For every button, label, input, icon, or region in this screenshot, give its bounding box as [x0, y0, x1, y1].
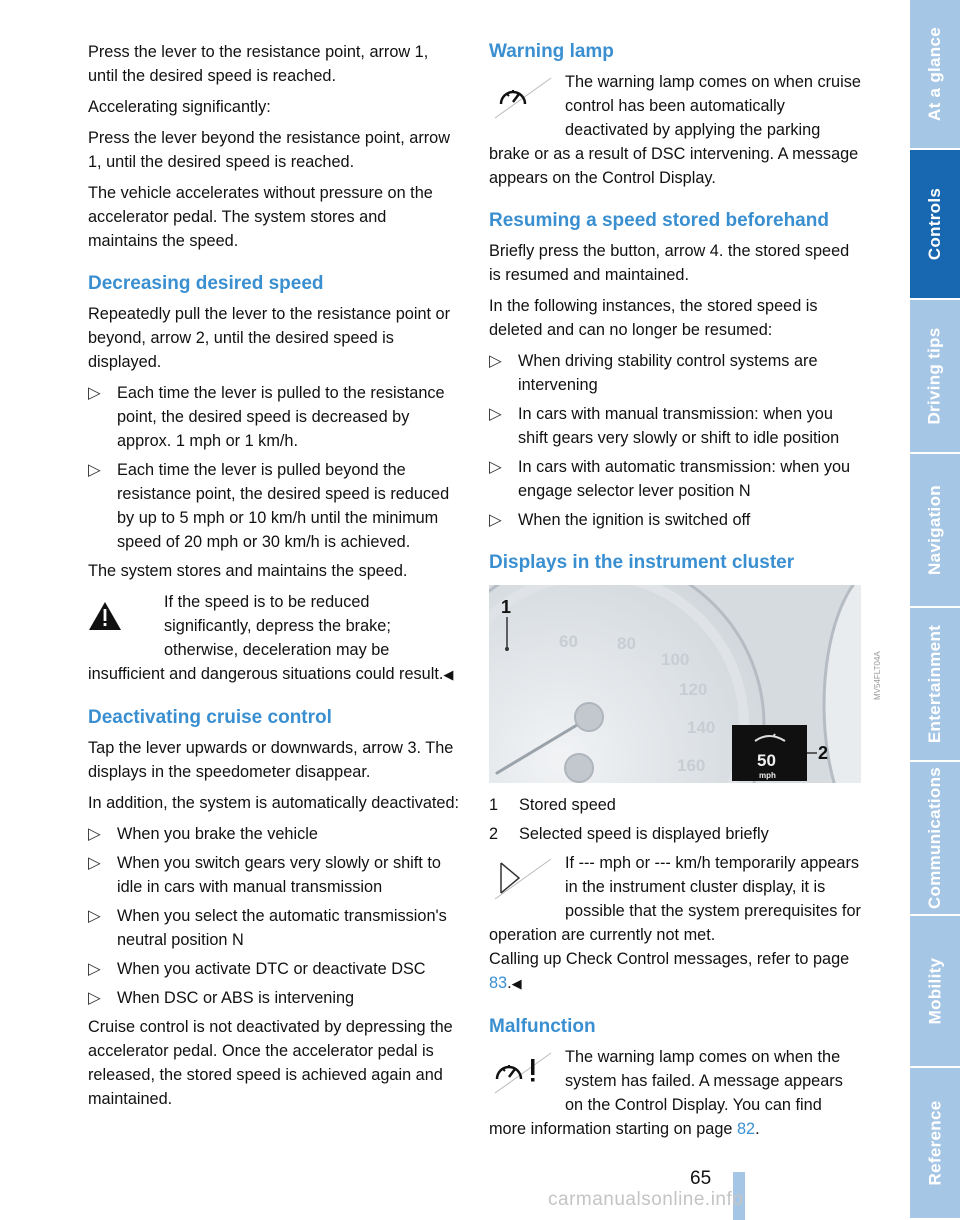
warning-lamp-note [489, 70, 861, 190]
watermark: carmanualsonline.info [548, 1189, 744, 1210]
instrument-cluster-figure [489, 585, 861, 783]
tab-mobility[interactable]: Mobility [910, 916, 960, 1068]
info-note: If --- mph or --- km/h temporarily appears in the instrument cluster display, it is possible that the system prerequisites for operation are currently not met. Calling up Check Control messages, refer to page 83.◀ [489, 854, 861, 992]
section-heading-malfunction: Malfunction [489, 1016, 596, 1037]
list-item: ▷ When you select the automatic transmission's neutral position N [88, 904, 460, 952]
triangle-bullet-icon: ▷ [489, 405, 502, 423]
paragraph: Briefly press the button, arrow 4. the stored speed is resumed and maintained. [489, 242, 850, 284]
section-heading-decreasing: Decreasing desired speed [88, 273, 324, 294]
list-item: ▷ When DSC or ABS is intervening [88, 986, 460, 1010]
triangle-bullet-icon: ▷ [88, 384, 101, 402]
left-column [88, 40, 460, 1118]
dial-label: 60 [559, 632, 578, 651]
tab-at-a-glance[interactable]: At a glance [910, 0, 960, 150]
paragraph: The system stores and maintains the speed. [88, 562, 408, 580]
page-number: 65 [690, 1168, 712, 1189]
triangle-bullet-icon: ▷ [489, 511, 502, 529]
display-speed-value: 50 [757, 751, 776, 770]
paragraph: Cruise control is not deactivated by depressing the accelerator pedal. Once the accelerator pedal is released, the stored speed is achieved again and maintained. [88, 1018, 453, 1108]
section-heading-resuming: Resuming a speed stored beforehand [489, 210, 829, 231]
cruise-control-lamp-icon [489, 74, 555, 122]
tab-controls[interactable]: Controls [910, 150, 960, 300]
display-speed-unit: mph [759, 771, 776, 780]
right-column [489, 40, 861, 1149]
info-arrow-icon [489, 855, 555, 903]
page-link-83[interactable]: 83 [489, 974, 508, 992]
paragraph: The vehicle accelerates without pressure on the accelerator pedal. The system stores and maintains the speed. [88, 184, 433, 250]
tab-communications[interactable]: Communications [910, 762, 960, 916]
bullet-list [489, 349, 861, 532]
instrument-cluster-illustration [489, 585, 861, 783]
paragraph: Accelerating significantly: [88, 98, 271, 116]
end-mark-icon: ◀ [511, 976, 522, 991]
list-item: ▷ When the ignition is switched off [489, 508, 861, 532]
cruise-control-malfunction-icon [489, 1049, 555, 1097]
warning-triangle-icon [88, 594, 142, 642]
warning-note-text: If the speed is to be reduced significantly, depress the brake; otherwise, deceleration may be insufficient and dangerous situations could result. [88, 593, 444, 683]
list-item: 2 Selected speed is displayed briefly [489, 825, 769, 843]
paragraph: Press the lever beyond the resistance point, arrow 1, until the desired speed is reached. [88, 129, 450, 171]
paragraph: In addition, the system is automatically deactivated: [88, 794, 460, 812]
list-item: ▷ When you switch gears very slowly or shift to idle in cars with manual transmission [88, 851, 460, 899]
triangle-bullet-icon: ▷ [489, 352, 502, 370]
section-heading-deactivating: Deactivating cruise control [88, 707, 332, 728]
list-item: ▷ When driving stability control systems are intervening [489, 349, 861, 397]
section-heading-warning-lamp: Warning lamp [489, 41, 614, 62]
info-note-text: If --- mph or --- km/h temporarily appears in the instrument cluster display, it is possible that the system prerequisites for operation are currently not met. [489, 854, 861, 944]
dial-label: 100 [661, 650, 690, 669]
list-item: ▷ Each time the lever is pulled to the resistance point, the desired speed is decreased by approx. 1 mph or 1 km/h. [88, 381, 460, 453]
triangle-bullet-icon: ▷ [88, 854, 101, 872]
end-mark-icon: ◀ [443, 667, 454, 682]
list-item: ▷ In cars with manual transmission: when you shift gears very slowly or shift to idle position [489, 402, 861, 450]
dial-label: 160 [677, 756, 706, 775]
figure-callout-1: 1 [501, 597, 512, 617]
info-note-text-2: Calling up Check Control messages, refer to page [489, 950, 850, 968]
figure-callout-2: 2 [818, 743, 829, 763]
bullet-list [88, 822, 460, 1010]
triangle-bullet-icon: ▷ [88, 989, 101, 1007]
warning-lamp-text: The warning lamp comes on when cruise control has been automatically deactivated by applying the parking brake or as a result of DSC intervening. A message appears on the Control Display. [489, 73, 861, 187]
tab-entertainment[interactable]: Entertainment [910, 608, 960, 762]
triangle-bullet-icon: ▷ [489, 458, 502, 476]
list-item: ▷ When you activate DTC or deactivate DSC [88, 957, 460, 981]
list-item: ▷ In cars with automatic transmission: when you engage selector lever position N [489, 455, 861, 503]
paragraph: Press the lever to the resistance point, arrow 1, until the desired speed is reached. [88, 43, 429, 85]
triangle-bullet-icon: ▷ [88, 825, 101, 843]
tab-driving-tips[interactable]: Driving tips [910, 300, 960, 454]
triangle-bullet-icon: ▷ [88, 461, 101, 479]
paragraph: Tap the lever upwards or downwards, arrow 3. The displays in the speedometer disappear. [88, 739, 454, 781]
list-item: ▷ Each time the lever is pulled beyond the resistance point, the desired speed is reduced by up to 5 mph or 10 km/h until the minimum speed of 20 mph or 30 km/h is achieved. [88, 458, 460, 554]
list-item: 1 Stored speed [489, 796, 616, 814]
bullet-list [88, 381, 460, 554]
triangle-bullet-icon: ▷ [88, 907, 101, 925]
page-link-82[interactable]: 82 [736, 1120, 756, 1138]
dial-label: 120 [679, 680, 708, 699]
section-heading-displays: Displays in the instrument cluster [489, 552, 795, 573]
figure-legend [489, 793, 861, 846]
tab-reference[interactable]: Reference [910, 1068, 960, 1220]
figure-code: MV54FLT04A [873, 651, 882, 700]
warning-note [88, 590, 460, 687]
paragraph: In the following instances, the stored speed is deleted and can no longer be resumed: [489, 297, 818, 339]
triangle-bullet-icon: ▷ [88, 960, 101, 978]
dial-label: 80 [617, 634, 636, 653]
malfunction-text: The warning lamp comes on when the system has failed. A message appears on the Control Display. You can find more information starting on page [489, 1048, 843, 1138]
tab-navigation[interactable]: Navigation [910, 454, 960, 608]
paragraph: Repeatedly pull the lever to the resistance point or beyond, arrow 2, until the desired speed is displayed. [88, 305, 451, 371]
dial-label: 140 [687, 718, 716, 737]
list-item: ▷ When you brake the vehicle [88, 822, 460, 846]
chapter-sidebar [910, 0, 960, 1220]
malfunction-note: The warning lamp comes on when the system has failed. A message appears on the Control Display. You can find more information starting on page 82. [489, 1048, 843, 1138]
